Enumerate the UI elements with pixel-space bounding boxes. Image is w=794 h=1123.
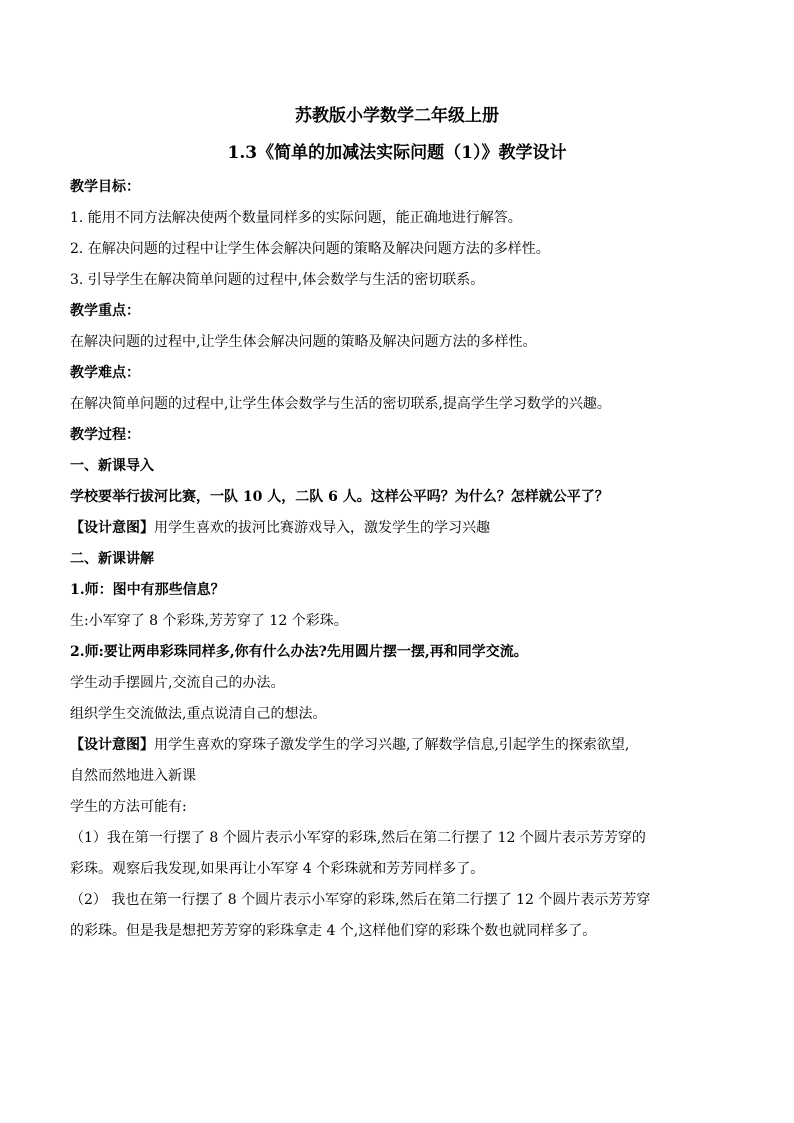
student-answer-1: 生:小军穿了 8 个彩珠,芳芳穿了 12 个彩珠。	[70, 613, 348, 629]
process-heading: 教学过程：	[70, 427, 140, 443]
document-subtitle: 1.3《简单的加减法实际问题（1）》教学设计	[227, 143, 567, 163]
teacher-question-1: 1.师：图中有那些信息？	[70, 582, 225, 598]
activity-line: 学生动手摆圆片,交流自己的办法。	[70, 675, 285, 691]
section1-heading: 一、新课导入	[70, 458, 154, 474]
section2-heading: 二、新课讲解	[70, 551, 154, 567]
focus-text: 在解决问题的过程中,让学生体会解决问题的策略及解决问题方法的多样性。	[70, 334, 537, 350]
section2-design-note	[70, 730, 724, 761]
focus-heading: 教学重点：	[70, 303, 140, 319]
design-intent-text: 用学生喜欢的穿珠子激发学生的学习兴趣,了解数学信息,引起学生的探索欲望,	[154, 737, 630, 753]
design-intent-label: 【设计意图】	[70, 737, 154, 753]
section2-design-note-cont: 自然而然地进入新课	[70, 768, 196, 784]
activity-line: 组织学生交流做法,重点说清自己的想法。	[70, 706, 327, 722]
method-1-line: 彩珠。观察后我发现,如果再让小军穿 4 个彩珠就和芳芳同样多了。	[70, 861, 485, 877]
design-intent-text: 用学生喜欢的拔河比赛游戏导入，激发学生的学习兴趣	[154, 520, 490, 536]
objective-item: 3. 引导学生在解决简单问题的过程中,体会数学与生活的密切联系。	[70, 272, 485, 288]
document-title: 苏教版小学数学二年级上册	[295, 106, 499, 126]
objective-item: 1. 能用不同方法解决使两个数量同样多的实际问题，能正确地进行解答。	[70, 210, 522, 226]
section1-question: 学校要举行拔河比赛，一队 10 人，二队 6 人。这样公平吗？为什么？怎样就公平了？	[70, 489, 609, 505]
difficulty-heading: 教学难点：	[70, 365, 140, 381]
section1-design-note	[70, 513, 724, 544]
method-1-line: （1）我在第一行摆了 8 个圆片表示小军穿的彩珠,然后在第二行摆了 12 个圆片表示芳芳穿的	[70, 830, 646, 846]
objectives-heading: 教学目标：	[70, 179, 140, 195]
objective-item: 2. 在解决问题的过程中让学生体会解决问题的策略及解决问题方法的多样性。	[70, 241, 550, 257]
methods-intro: 学生的方法可能有:	[70, 799, 187, 815]
difficulty-text: 在解决简单问题的过程中,让学生体会数学与生活的密切联系,提高学生学习数学的兴趣。	[70, 396, 611, 412]
design-intent-label: 【设计意图】	[70, 520, 154, 536]
method-2-line: （2） 我也在第一行摆了 8 个圆片表示小军穿的彩珠,然后在第二行摆了 12 个圆片表示芳芳穿	[70, 892, 651, 908]
teacher-question-2: 2.师:要让两串彩珠同样多,你有什么办法?先用圆片摆一摆,再和同学交流。	[70, 644, 528, 660]
method-2-line: 的彩珠。但是我是想把芳芳穿的彩珠拿走 4 个,这样他们穿的彩珠个数也就同样多了。	[70, 923, 597, 939]
